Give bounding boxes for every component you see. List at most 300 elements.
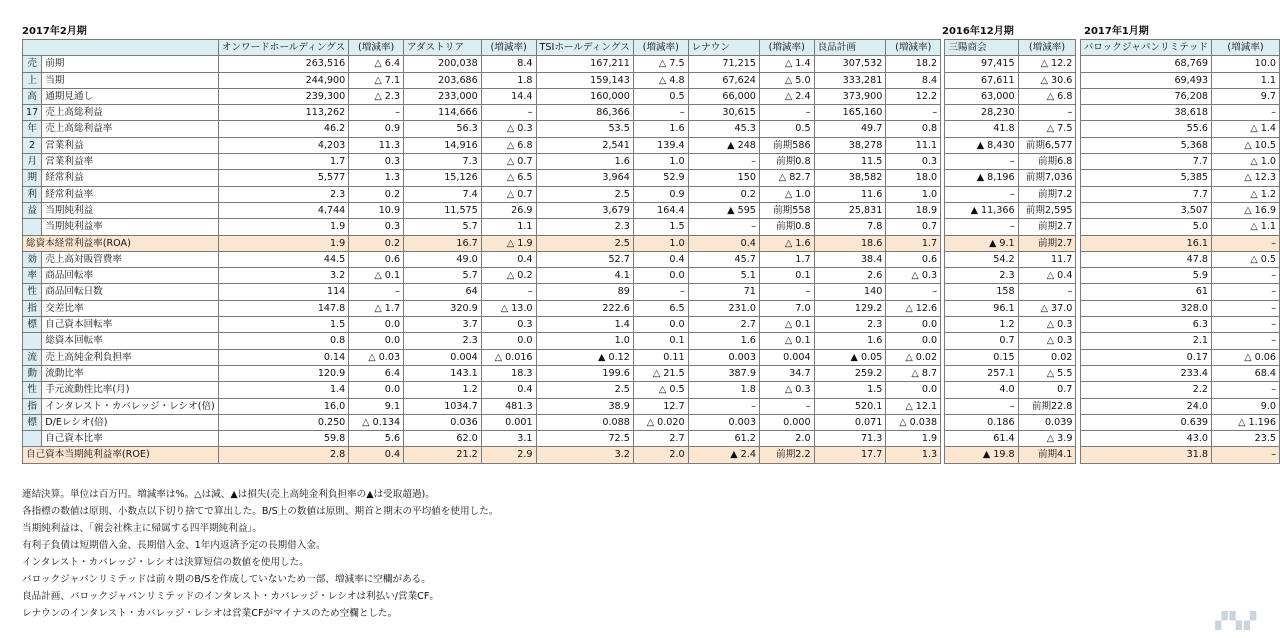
watermark: ▞▚▞ (1215, 611, 1258, 630)
row-label: 商品回転日数 (42, 284, 219, 300)
table-row (23, 431, 1280, 447)
table-row (23, 251, 1280, 267)
category-label-char (23, 333, 42, 349)
value-cell: 0.003 (688, 414, 759, 430)
change-rate-cell: 前期2.7 (1018, 219, 1076, 235)
change-rate-cell: △ 4.8 (633, 72, 688, 88)
change-rate-cell: 18.3 (481, 365, 536, 381)
change-rate-cell: △ 82.7 (759, 170, 814, 186)
value-cell: – (945, 219, 1018, 235)
change-rate-cell: 11.1 (886, 137, 941, 153)
change-rate-cell: △ 16.9 (1212, 202, 1280, 218)
change-rate-cell: 7.0 (759, 300, 814, 316)
change-rate-cell: 18.9 (886, 202, 941, 218)
change-rate-cell: △ 6.4 (349, 56, 404, 72)
change-rate-cell: △ 1.196 (1212, 414, 1280, 430)
change-rate-cell: △ 12.1 (886, 398, 941, 414)
change-rate-cell: 0.5 (759, 121, 814, 137)
value-cell: 1.0 (536, 333, 633, 349)
change-rate-cell: 0.1 (759, 268, 814, 284)
value-cell: 203,686 (404, 72, 482, 88)
change-rate-cell: 0.000 (759, 414, 814, 430)
change-rate-cell: – (759, 105, 814, 121)
change-rate-cell: 9.1 (349, 398, 404, 414)
row-label: 当期純利益率 (42, 219, 219, 235)
category-label-char (23, 431, 42, 447)
row-label: 営業利益率 (42, 154, 219, 170)
change-rate-cell: △ 6.8 (481, 137, 536, 153)
period-label-2016-dec: 2016年12月期 (942, 26, 1014, 37)
value-cell: 0.003 (688, 349, 759, 365)
change-rate-cell: 0.8 (886, 121, 941, 137)
change-rate-cell: 前期2,595 (1018, 202, 1076, 218)
value-cell: 328.0 (1080, 300, 1211, 316)
category-label-char: 上 (23, 72, 42, 88)
change-rate-cell: △ 21.5 (633, 365, 688, 381)
change-rate-cell: 0.7 (1018, 382, 1076, 398)
change-rate-cell: △ 13.0 (481, 300, 536, 316)
value-cell: 2.3 (536, 219, 633, 235)
value-cell: 43.0 (1080, 431, 1211, 447)
change-rate-cell: △ 2.3 (349, 88, 404, 104)
value-cell: 1.2 (404, 382, 482, 398)
change-rate-cell: △ 0.7 (481, 154, 536, 170)
change-rate-cell: 1.0 (633, 154, 688, 170)
change-rate-cell: 0.0 (349, 382, 404, 398)
value-cell: 66,000 (688, 88, 759, 104)
change-rate-cell: 前期7,036 (1018, 170, 1076, 186)
change-rate-cell: – (1212, 268, 1280, 284)
change-rate-cell: 5.6 (349, 431, 404, 447)
value-cell: 14,916 (404, 137, 482, 153)
change-rate-cell: 481.3 (481, 398, 536, 414)
value-cell: 89 (536, 284, 633, 300)
change-rate-header: (増減率) (349, 40, 404, 56)
change-rate-cell: △ 7.5 (1018, 121, 1076, 137)
change-rate-cell: 8.4 (886, 72, 941, 88)
change-rate-cell: – (1212, 284, 1280, 300)
change-rate-cell: 0.004 (759, 349, 814, 365)
value-cell: 53.5 (536, 121, 633, 137)
category-label-char: 月 (23, 154, 42, 170)
change-rate-header: (増減率) (1212, 40, 1280, 56)
change-rate-cell: △ 0.1 (349, 268, 404, 284)
change-rate-cell: 52.9 (633, 170, 688, 186)
category-label-char: 年 (23, 121, 42, 137)
change-rate-cell: 前期22.8 (1018, 398, 1076, 414)
value-cell: 71,215 (688, 56, 759, 72)
change-rate-cell: – (759, 398, 814, 414)
footnote-line: 連結決算。単位は百万円。増減率は%。△は減、▲は損失(売上高純金利負担率の▲は受取超過)。 (22, 489, 435, 500)
value-cell: 0.4 (688, 235, 759, 251)
category-label-char: 率 (23, 268, 42, 284)
table-row (23, 365, 1280, 381)
row-label: 交差比率 (42, 300, 219, 316)
value-cell: 4,744 (218, 202, 348, 218)
value-cell: 6.3 (1080, 317, 1211, 333)
value-cell: 86,366 (536, 105, 633, 121)
change-rate-cell: 前期4.1 (1018, 447, 1076, 463)
value-cell: 0.7 (945, 333, 1018, 349)
value-cell: 222.6 (536, 300, 633, 316)
table-row (23, 219, 1280, 235)
value-cell: 62.0 (404, 431, 482, 447)
value-cell: 2.8 (218, 447, 348, 463)
change-rate-cell: 2.7 (633, 431, 688, 447)
change-rate-cell: △ 37.0 (1018, 300, 1076, 316)
change-rate-cell: 9.7 (1212, 88, 1280, 104)
change-rate-cell: 1.0 (633, 235, 688, 251)
value-cell: 520.1 (814, 398, 886, 414)
footnote-line: インタレスト・カバレッジ・レシオは決算短信の数値を使用した。 (22, 557, 309, 568)
value-cell: 59.8 (218, 431, 348, 447)
change-rate-cell: 10.0 (1212, 56, 1280, 72)
value-cell: ▲ 8,430 (945, 137, 1018, 153)
value-cell: 1.4 (218, 382, 348, 398)
change-rate-cell: – (759, 284, 814, 300)
value-cell: 96.1 (945, 300, 1018, 316)
category-label-char: 17 (23, 105, 42, 121)
table-row (23, 154, 1280, 170)
value-cell: 3,679 (536, 202, 633, 218)
table-row (23, 398, 1280, 414)
change-rate-cell: – (886, 105, 941, 121)
value-cell: 0.2 (688, 186, 759, 202)
value-cell: 1.6 (814, 333, 886, 349)
company-header: レナウン (688, 40, 759, 56)
row-label: 当期純利益 (42, 202, 219, 218)
change-rate-cell: △ 5.0 (759, 72, 814, 88)
change-rate-cell: 0.11 (633, 349, 688, 365)
footnotes (22, 486, 498, 622)
value-cell: 1.6 (536, 154, 633, 170)
change-rate-cell: 0.3 (481, 317, 536, 333)
value-cell: 200,038 (404, 56, 482, 72)
value-cell: 113,262 (218, 105, 348, 121)
change-rate-cell: 0.2 (349, 186, 404, 202)
category-label-char: 売 (23, 56, 42, 72)
change-rate-cell: 14.4 (481, 88, 536, 104)
value-cell: 7.3 (404, 154, 482, 170)
value-cell: 140 (814, 284, 886, 300)
change-rate-cell: △ 8.7 (886, 365, 941, 381)
value-cell: 38,582 (814, 170, 886, 186)
value-cell: 259.2 (814, 365, 886, 381)
value-cell: 244,900 (218, 72, 348, 88)
value-cell: 47.8 (1080, 251, 1211, 267)
change-rate-cell: 0.6 (886, 251, 941, 267)
value-cell: 0.250 (218, 414, 348, 430)
value-cell: 2.7 (688, 317, 759, 333)
table-row (23, 317, 1280, 333)
value-cell: 7.7 (1080, 186, 1211, 202)
value-cell: 114 (218, 284, 348, 300)
table-row (23, 300, 1280, 316)
table-row (23, 170, 1280, 186)
category-label-char: 標 (23, 414, 42, 430)
footnote-line: 有利子負債は短期借入金、長期借入金、1年内返済予定の長期借入金。 (22, 540, 326, 551)
change-rate-cell: 0.0 (886, 317, 941, 333)
value-cell: 38,278 (814, 137, 886, 153)
change-rate-cell: 68.4 (1212, 365, 1280, 381)
period-label-2017-jan: 2017年1月期 (1084, 26, 1149, 37)
value-cell: 231.0 (688, 300, 759, 316)
change-rate-cell: 0.4 (481, 382, 536, 398)
value-cell: 5,577 (218, 170, 348, 186)
change-rate-cell: △ 0.020 (633, 414, 688, 430)
change-rate-cell: 0.02 (1018, 349, 1076, 365)
change-rate-cell: 6.4 (349, 365, 404, 381)
change-rate-cell: 前期6.8 (1018, 154, 1076, 170)
value-cell: 5.0 (1080, 219, 1211, 235)
change-rate-cell: △ 7.5 (633, 56, 688, 72)
company-header: 三陽商会 (945, 40, 1018, 56)
change-rate-cell: 0.1 (633, 333, 688, 349)
change-rate-cell: 12.2 (886, 88, 941, 104)
table-row (23, 121, 1280, 137)
value-cell: 71 (688, 284, 759, 300)
value-cell: 63,000 (945, 88, 1018, 104)
value-cell: 2.2 (1080, 382, 1211, 398)
change-rate-cell: 12.7 (633, 398, 688, 414)
company-header: TSIホールディングス (536, 40, 633, 56)
change-rate-cell: △ 0.3 (1018, 317, 1076, 333)
change-rate-cell: – (1212, 235, 1280, 251)
change-rate-cell: – (633, 105, 688, 121)
change-rate-header: (増減率) (633, 40, 688, 56)
value-cell: 7.8 (814, 219, 886, 235)
value-cell: 199.6 (536, 365, 633, 381)
value-cell: 5.9 (1080, 268, 1211, 284)
change-rate-cell: 0.039 (1018, 414, 1076, 430)
change-rate-cell: – (1212, 333, 1280, 349)
value-cell: 11.5 (814, 154, 886, 170)
category-label-char: 効 (23, 251, 42, 267)
change-rate-cell: △ 30.6 (1018, 72, 1076, 88)
change-rate-cell: 前期0.8 (759, 219, 814, 235)
value-cell: 38.4 (814, 251, 886, 267)
row-label: 売上高総利益率 (42, 121, 219, 137)
company-header: オンワードホールディングス (218, 40, 348, 56)
change-rate-cell: △ 7.1 (349, 72, 404, 88)
change-rate-cell: 2.0 (759, 431, 814, 447)
value-cell: 387.9 (688, 365, 759, 381)
change-rate-cell: △ 0.03 (349, 349, 404, 365)
table-row (23, 235, 1280, 251)
change-rate-cell: – (886, 284, 941, 300)
value-cell: 11,575 (404, 202, 482, 218)
change-rate-cell: – (481, 105, 536, 121)
change-rate-cell: 前期7.2 (1018, 186, 1076, 202)
value-cell: 2.6 (814, 268, 886, 284)
footnote-line: 各指標の数値は原則、小数点以下切り捨てで算出した。B/S上の数値は原則、期首と期末の平均値を使用した。 (22, 506, 499, 517)
value-cell: 52.7 (536, 251, 633, 267)
footnote-line: 当期純利益は、「親会社株主に帰属する四半期純利益」。 (22, 523, 262, 534)
value-cell: 1.6 (688, 333, 759, 349)
change-rate-cell: – (1212, 382, 1280, 398)
change-rate-cell: △ 10.5 (1212, 137, 1280, 153)
value-cell: 5,368 (1080, 137, 1211, 153)
value-cell: ▲ 19.8 (945, 447, 1018, 463)
change-rate-cell: △ 12.3 (1212, 170, 1280, 186)
value-cell: 72.5 (536, 431, 633, 447)
change-rate-cell: 18.0 (886, 170, 941, 186)
value-cell: 147.8 (218, 300, 348, 316)
change-rate-cell: – (349, 105, 404, 121)
table-row (23, 447, 1280, 463)
change-rate-cell: 0.3 (349, 219, 404, 235)
change-rate-cell: 0.9 (633, 186, 688, 202)
value-cell: 49.7 (814, 121, 886, 137)
value-cell: 3.7 (404, 317, 482, 333)
change-rate-cell: △ 6.8 (1018, 88, 1076, 104)
table-row (23, 268, 1280, 284)
change-rate-cell: 0.9 (349, 121, 404, 137)
value-cell: 167,211 (536, 56, 633, 72)
change-rate-cell: 0.0 (633, 317, 688, 333)
change-rate-cell: 1.7 (759, 251, 814, 267)
change-rate-cell: 1.7 (886, 235, 941, 251)
value-cell: 31.8 (1080, 447, 1211, 463)
category-label-char: 動 (23, 365, 42, 381)
value-cell: 4.1 (536, 268, 633, 284)
value-cell: 4.0 (945, 382, 1018, 398)
value-cell: ▲ 11,366 (945, 202, 1018, 218)
value-cell: 25,831 (814, 202, 886, 218)
change-rate-header: (増減率) (481, 40, 536, 56)
change-rate-cell: 18.2 (886, 56, 941, 72)
header-blank-cell (23, 40, 219, 56)
row-label: 総資本経常利益率(ROA) (23, 235, 219, 251)
footnote-line: レナウンのインタレスト・カバレッジ・レシオは営業CFがマイナスのため空欄とした。 (22, 608, 398, 619)
value-cell: 24.0 (1080, 398, 1211, 414)
value-cell: 150 (688, 170, 759, 186)
change-rate-cell: 0.0 (349, 317, 404, 333)
row-label: 売上高対販管費率 (42, 251, 219, 267)
value-cell: 1.9 (218, 219, 348, 235)
value-cell: 1.4 (536, 317, 633, 333)
change-rate-cell: 0.0 (633, 268, 688, 284)
category-label-char: 利 (23, 186, 42, 202)
value-cell: 3,964 (536, 170, 633, 186)
change-rate-cell: – (1212, 317, 1280, 333)
change-rate-cell: △ 12.2 (1018, 56, 1076, 72)
value-cell: 0.004 (404, 349, 482, 365)
value-cell: 2.5 (536, 186, 633, 202)
value-cell: 2.1 (1080, 333, 1211, 349)
value-cell: 263,516 (218, 56, 348, 72)
category-label-char: 性 (23, 284, 42, 300)
table-row (23, 105, 1280, 121)
change-rate-cell: – (1212, 300, 1280, 316)
table-row (23, 414, 1280, 430)
change-rate-cell: △ 12.6 (886, 300, 941, 316)
change-rate-cell: 0.2 (349, 235, 404, 251)
value-cell: 41.8 (945, 121, 1018, 137)
value-cell: 3.2 (218, 268, 348, 284)
change-rate-cell: 0.0 (349, 333, 404, 349)
table-row (23, 186, 1280, 202)
change-rate-cell: △ 1.9 (481, 235, 536, 251)
table-row (23, 56, 1280, 72)
row-label: 商品回転率 (42, 268, 219, 284)
value-cell: 0.17 (1080, 349, 1211, 365)
value-cell: – (688, 219, 759, 235)
value-cell: 129.2 (814, 300, 886, 316)
value-cell: 239,300 (218, 88, 348, 104)
value-cell: 1.5 (814, 382, 886, 398)
value-cell: 67,611 (945, 72, 1018, 88)
change-rate-cell: 前期6,577 (1018, 137, 1076, 153)
row-label: 前期 (42, 56, 219, 72)
category-label-char: 益 (23, 202, 42, 218)
row-label: 当期 (42, 72, 219, 88)
table-row (23, 284, 1280, 300)
value-cell: – (945, 398, 1018, 414)
change-rate-cell: △ 1.1 (1212, 219, 1280, 235)
value-cell: 320.9 (404, 300, 482, 316)
value-cell: ▲ 8,196 (945, 170, 1018, 186)
change-rate-cell: 0.4 (481, 251, 536, 267)
table-row (23, 382, 1280, 398)
value-cell: 373,900 (814, 88, 886, 104)
change-rate-cell: △ 1.7 (349, 300, 404, 316)
value-cell: 68,769 (1080, 56, 1211, 72)
change-rate-cell: △ 0.3 (1018, 333, 1076, 349)
change-rate-cell: △ 1.4 (759, 56, 814, 72)
change-rate-cell: – (349, 284, 404, 300)
change-rate-cell: 0.0 (886, 382, 941, 398)
value-cell: 49.0 (404, 251, 482, 267)
value-cell: – (945, 186, 1018, 202)
change-rate-cell: △ 0.7 (481, 186, 536, 202)
change-rate-cell: △ 1.4 (1212, 121, 1280, 137)
change-rate-cell: 2.0 (633, 447, 688, 463)
value-cell: 28,230 (945, 105, 1018, 121)
change-rate-cell: 1.9 (886, 431, 941, 447)
value-cell: 38.9 (536, 398, 633, 414)
value-cell: 61.2 (688, 431, 759, 447)
change-rate-cell: – (633, 284, 688, 300)
change-rate-cell: △ 5.5 (1018, 365, 1076, 381)
change-rate-cell: △ 0.038 (886, 414, 941, 430)
row-label: 売上高純金利負担率 (42, 349, 219, 365)
change-rate-cell: 0.4 (633, 251, 688, 267)
value-cell: 4,203 (218, 137, 348, 153)
value-cell: 45.7 (688, 251, 759, 267)
change-rate-header: (増減率) (886, 40, 941, 56)
value-cell: 333,281 (814, 72, 886, 88)
row-label: 経常利益率 (42, 186, 219, 202)
change-rate-cell: 34.7 (759, 365, 814, 381)
change-rate-cell: 3.1 (481, 431, 536, 447)
change-rate-cell: △ 0.3 (759, 382, 814, 398)
change-rate-cell: – (1212, 105, 1280, 121)
change-rate-cell: 前期2.2 (759, 447, 814, 463)
value-cell: 45.3 (688, 121, 759, 137)
table-row (23, 88, 1280, 104)
change-rate-cell: 0.3 (886, 154, 941, 170)
value-cell: ▲ 2.4 (688, 447, 759, 463)
category-label-char: 指 (23, 300, 42, 316)
change-rate-cell: △ 1.2 (1212, 186, 1280, 202)
value-cell: 56.3 (404, 121, 482, 137)
financial-comparison-table (22, 39, 1280, 464)
change-rate-cell: 11.3 (349, 137, 404, 153)
period-labels (22, 22, 1262, 38)
row-label: インタレスト・カバレッジ・レシオ(倍) (42, 398, 219, 414)
value-cell: 0.15 (945, 349, 1018, 365)
